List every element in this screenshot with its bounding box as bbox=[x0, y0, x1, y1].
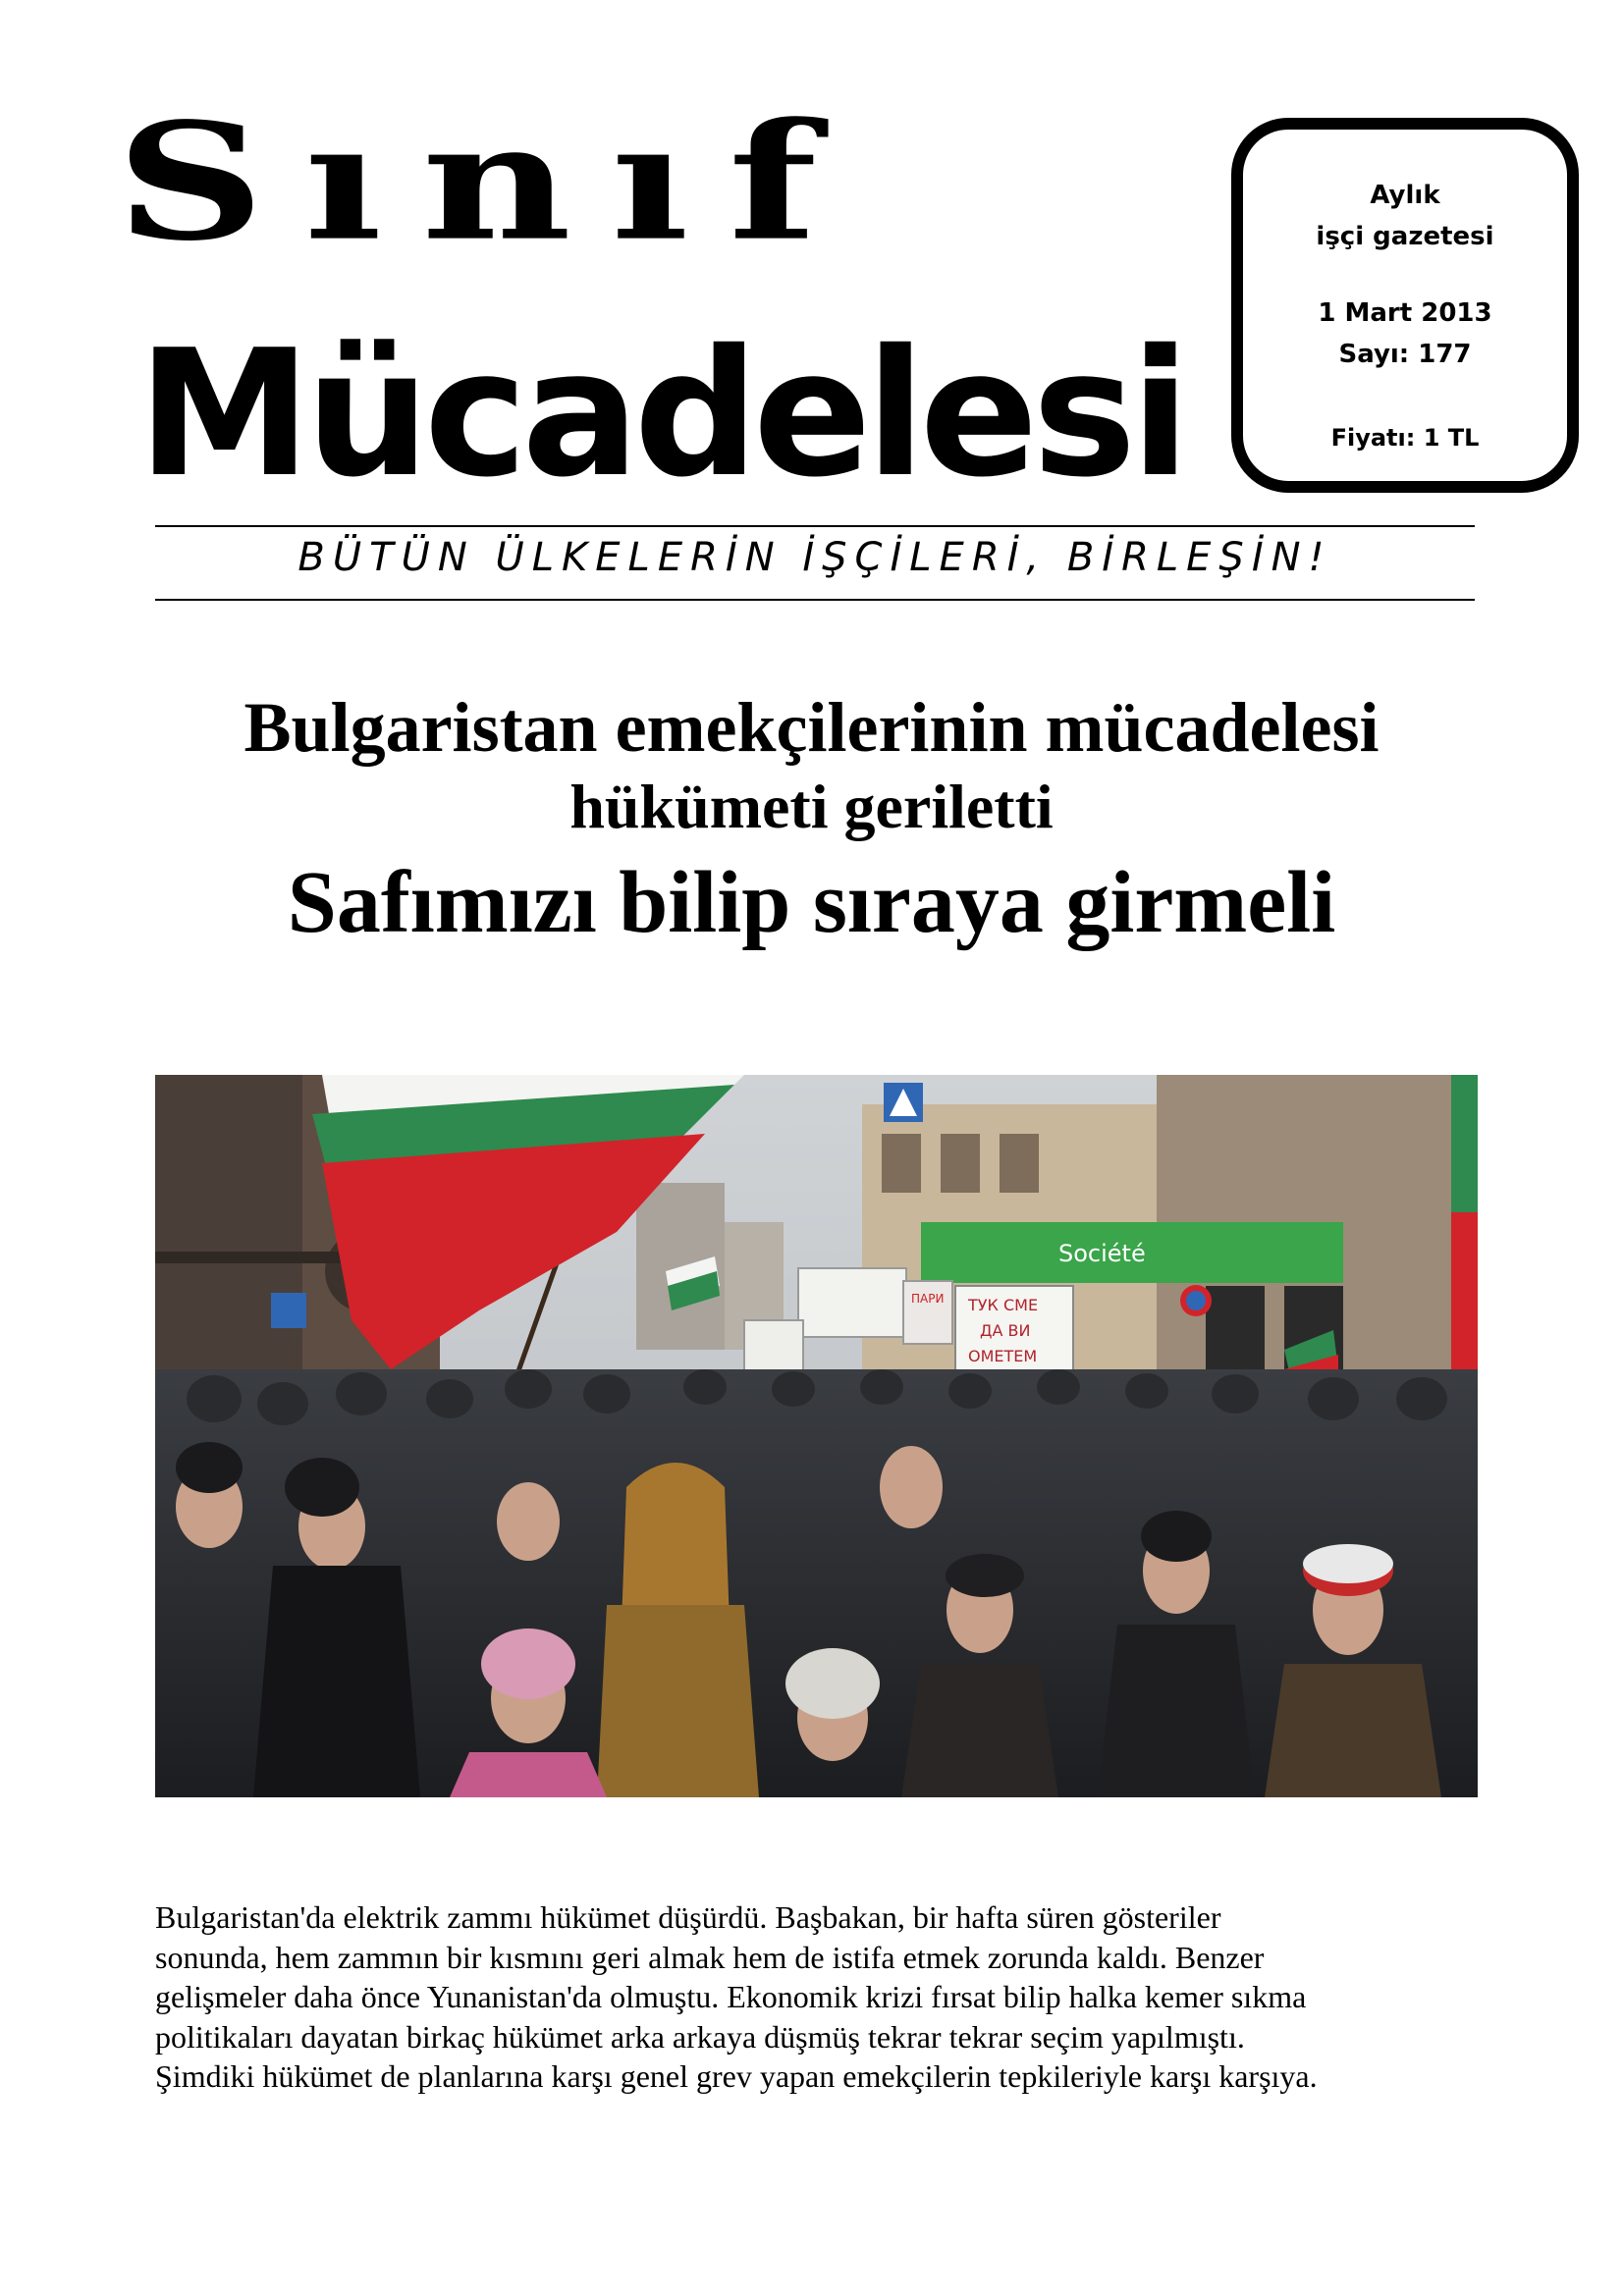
headline-line1: Bulgaristan emekçilerinin mücadelesi bbox=[243, 688, 1380, 767]
article-line: Şimdiki hükümet de planlarına karşı genel grev yapan emekçilerin tepkileriyle karşı karşıya. bbox=[155, 2058, 1318, 2094]
article-body bbox=[155, 1897, 1490, 2097]
headline-main: Safımızı bilip sıraya girmeli bbox=[287, 854, 1336, 951]
issue-info-box bbox=[1231, 118, 1579, 493]
frequency-label: Aylık bbox=[1370, 181, 1440, 210]
price-label: Fiyatı: 1 TL bbox=[1330, 424, 1480, 452]
bottom-rule bbox=[155, 599, 1475, 601]
article-line: gelişmeler daha önce Yunanistan'da olmuştu. Ekonomik krizi fırsat bilip halka kemer sıkma bbox=[155, 1979, 1307, 2014]
placard-text-3: ОМЕТЕМ bbox=[968, 1347, 1038, 1365]
article-line: sonunda, hem zammın bir kısmını geri almak hem de istifa etmek zorunda kaldı. Benzer bbox=[155, 1939, 1265, 1975]
masthead-title: Sınıf bbox=[116, 86, 857, 277]
placard-text-2: ДА ВИ bbox=[980, 1321, 1031, 1340]
protest-photo bbox=[155, 1075, 1478, 1797]
placard-text-1: ТУК СМЕ bbox=[968, 1296, 1039, 1314]
article-line: politikaları dayatan birkaç hükümet arka arkaya düşmüş tekrar tekrar seçim yapılmıştı. bbox=[155, 2018, 1245, 2055]
store-sign: Société bbox=[1058, 1240, 1146, 1267]
masthead-subtitle: Mücadelesi bbox=[137, 312, 1185, 515]
article-line: Bulgaristan'da elektrik zammı hükümet düşürdü. Başbakan, bir hafta süren gösteriler bbox=[155, 1899, 1221, 1935]
headline-line2: hükümeti geriletti bbox=[569, 772, 1054, 841]
issue-date: 1 Mart 2013 bbox=[1318, 298, 1492, 328]
description-label: işçi gazetesi bbox=[1316, 222, 1494, 251]
placard-text-4: ПАРИ bbox=[911, 1292, 945, 1306]
motto: BÜTÜN ÜLKELERİN İŞÇİLERİ, BİRLEŞİN! bbox=[298, 535, 1332, 580]
issue-number: Sayı: 177 bbox=[1338, 340, 1472, 369]
top-rule bbox=[155, 525, 1475, 527]
